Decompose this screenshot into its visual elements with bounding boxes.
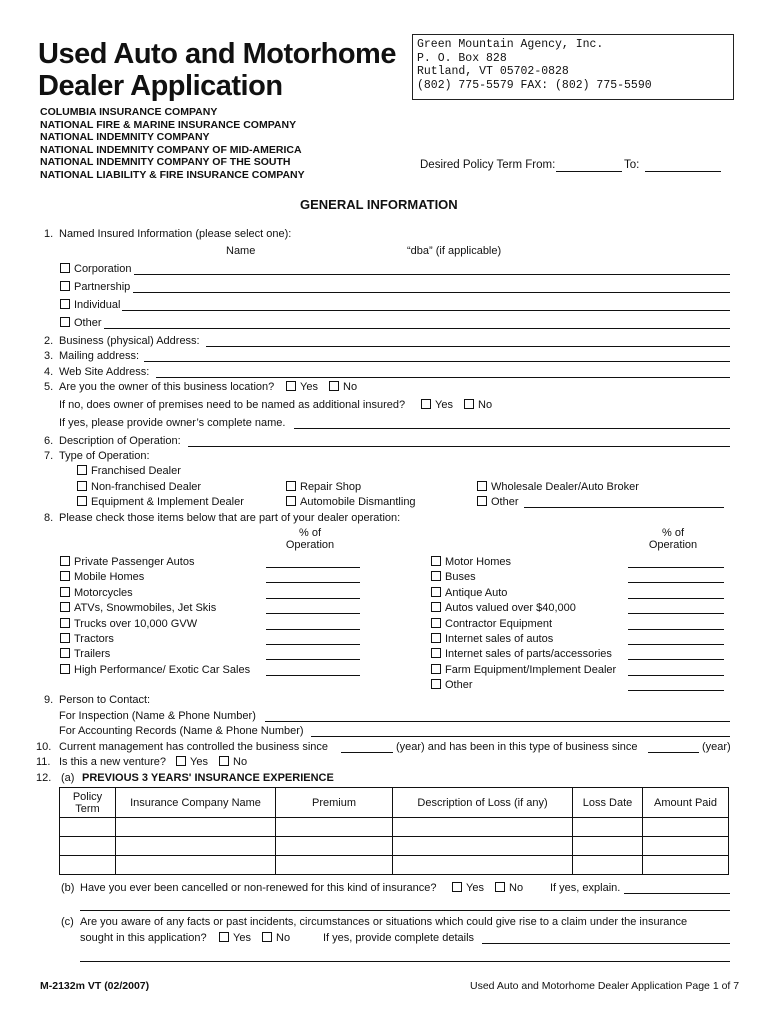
operation-other-option[interactable] [477,496,519,508]
q3-label: Mailing address: [59,350,140,362]
option-label: Repair Shop [300,481,362,493]
q5-additional-insured-label: If no, does owner of premises need to be named as additional insured? [59,399,406,411]
agency-line: Rutland, VT 05702-0828 [417,65,569,78]
table-cell[interactable] [393,856,573,875]
checkbox[interactable] [431,618,441,628]
q5-number: 5. [44,381,54,393]
q4-number: 4. [44,366,54,378]
pct-field[interactable] [266,644,360,645]
website-field[interactable] [156,377,730,378]
q12a-label: (a) [61,772,75,784]
q12c-text-line1: Are you aware of any facts or past incidents, circumstances or situations which could give rise to a claim under the insurance [80,916,688,928]
section-title: GENERAL INFORMATION [300,197,458,212]
checkbox[interactable] [431,556,441,566]
checkbox[interactable] [431,679,441,689]
pct-field[interactable] [628,629,724,630]
policy-term-from-field[interactable] [556,171,622,172]
table-cell[interactable] [116,818,276,837]
option-label: Other [491,496,519,508]
pct-field[interactable] [628,582,724,583]
q2-number: 2. [44,335,54,347]
q12c-text-line2: sought in this application? [80,932,207,944]
checkbox[interactable] [452,882,462,892]
table-cell[interactable] [116,856,276,875]
pct-field[interactable] [628,690,724,691]
franchised-dealer-option[interactable] [77,465,181,477]
option-label: Motor Homes [445,556,512,568]
business-since-year-field[interactable] [648,752,699,753]
q5-label: Are you the owner of this business location? [59,381,275,393]
column-header: Insurance Company Name [116,788,276,818]
checkbox[interactable] [60,556,70,566]
dealer-item-left[interactable] [60,618,197,630]
option-label: Motorcycles [74,587,133,599]
dealer-item-left[interactable] [60,587,133,599]
q1-name-column: Name [226,245,256,257]
q10-label-part2: (year) and has been in this type of business since [396,741,638,753]
checkbox[interactable] [60,648,70,658]
option-label: Farm Equipment/Implement Dealer [445,664,617,676]
dealer-item-left[interactable] [60,664,250,676]
q12a-title: PREVIOUS 3 YEARS' INSURANCE EXPERIENCE [82,772,334,784]
option-label: No [509,882,524,894]
table-cell[interactable] [60,856,116,875]
pct-field[interactable] [628,644,724,645]
table-row [60,856,729,875]
q2-label: Business (physical) Address: [59,335,200,347]
checkbox[interactable] [60,602,70,612]
checkbox[interactable] [60,281,70,291]
insurer-company: COLUMBIA INSURANCE COMPANY [40,106,218,118]
pct-field[interactable] [266,598,360,599]
business-address-field[interactable] [206,346,730,347]
option-label: Tractors [74,633,114,645]
cancellation-explain-field-2[interactable] [80,910,730,911]
option-label: Other [445,679,473,691]
table-cell[interactable] [60,818,116,837]
checkbox[interactable] [60,664,70,674]
option-label: No [233,756,248,768]
column-header: Description of Loss (if any) [393,788,573,818]
q4-label: Web Site Address: [59,366,150,378]
dealer-item-right[interactable] [431,618,552,630]
auto-dismantling-option[interactable] [286,496,416,508]
q12c-details-label: If yes, provide complete details [323,932,475,944]
insurance-experience-table [59,787,729,875]
checkbox[interactable] [60,263,70,273]
q9-label: Person to Contact: [59,694,151,706]
option-partnership[interactable] [60,281,130,293]
checkbox[interactable] [60,633,70,643]
pct-field[interactable] [266,675,360,676]
checkbox[interactable] [329,381,339,391]
table-cell[interactable] [276,818,393,837]
checkbox[interactable] [431,648,441,658]
table-cell[interactable] [116,837,276,856]
pct-header-right [633,527,713,551]
table-cell[interactable] [573,856,643,875]
other-name-field[interactable] [104,328,730,329]
claims-details-field[interactable] [482,943,730,944]
checkbox[interactable] [286,496,296,506]
q6-number: 6. [44,435,54,447]
option-corporation[interactable] [60,263,131,275]
checkbox[interactable] [60,618,70,628]
pct-field[interactable] [628,598,724,599]
form-title-line2: Dealer Application [38,70,283,102]
pct-header-line: % of [298,527,321,539]
non-franchised-dealer-option[interactable] [77,481,201,493]
checkbox[interactable] [431,571,441,581]
pct-field[interactable] [266,629,360,630]
option-label: Automobile Dismantling [300,496,416,508]
option-label: No [343,381,358,393]
column-header: Policy Term [60,788,116,818]
insurer-company: NATIONAL INDEMNITY COMPANY OF THE SOUTH [40,156,291,168]
policy-term-from-label: Desired Policy Term From: [420,159,556,171]
dealer-item-left[interactable] [60,648,110,660]
dealer-item-right[interactable] [431,571,476,583]
dealer-item-right[interactable] [431,633,553,645]
q12c-yes-option[interactable] [219,932,251,944]
table-cell[interactable] [276,856,393,875]
checkbox[interactable] [477,496,487,506]
q5-owner-name-label: If yes, please provide owner’s complete name. [59,417,286,429]
checkbox[interactable] [77,481,87,491]
q9-number: 9. [44,694,54,706]
option-label: Mobile Homes [74,571,145,583]
table-header-row [60,788,729,818]
claims-details-field-2[interactable] [80,961,730,962]
option-label: Yes [466,882,484,894]
q12b-label: (b) [61,882,75,894]
table-cell[interactable] [643,837,729,856]
option-label: Autos valued over $40,000 [445,602,576,614]
form-title-line1: Used Auto and Motorhome [38,38,396,70]
wholesale-dealer-option[interactable] [477,481,639,493]
form-number: M-2132m VT (02/2007) [40,980,150,992]
dealer-item-right[interactable] [431,679,473,691]
q5-sub-no-option[interactable] [464,399,492,411]
repair-shop-option[interactable] [286,481,361,493]
q11-number: 11. [36,756,51,768]
pct-field[interactable] [266,567,360,568]
q1-number: 1. [44,228,54,240]
policy-term-to-field[interactable] [645,171,721,172]
mailing-address-field[interactable] [144,361,730,362]
checkbox[interactable] [431,633,441,643]
q8-number: 8. [44,512,54,524]
q10-label-part3: (year) [702,741,731,753]
option-label: Yes [300,381,318,393]
q12b-no-option[interactable] [495,882,523,894]
q8-label: Please check those items below that are part of your dealer operation: [59,512,401,524]
q6-label: Description of Operation: [59,435,181,447]
option-label: Internet sales of autos [445,633,554,645]
table-cell[interactable] [276,837,393,856]
agency-line: P. O. Box 828 [417,51,507,65]
checkbox[interactable] [262,932,272,942]
table-cell[interactable] [573,837,643,856]
option-individual[interactable] [60,299,120,311]
individual-name-field[interactable] [122,310,730,311]
column-header: Loss Date [573,788,643,818]
pct-field[interactable] [266,659,360,660]
table-cell[interactable] [393,818,573,837]
option-label: Antique Auto [445,587,508,599]
pct-header-line: Operation [285,539,335,551]
checkbox[interactable] [464,399,474,409]
checkbox[interactable] [286,381,296,391]
option-label: ATVs, Snowmobiles, Jet Skis [74,602,217,614]
insurer-company: NATIONAL FIRE & MARINE INSURANCE COMPANY [40,118,297,131]
q1-label: Named Insured Information (please select one): [59,228,292,240]
dealer-item-right[interactable] [431,602,576,614]
operation-other-field[interactable] [524,507,724,508]
pct-field[interactable] [628,613,724,614]
accounting-contact-label: For Accounting Records (Name & Phone Number) [59,725,304,737]
q5-yes-option[interactable] [286,381,318,393]
checkbox[interactable] [495,882,505,892]
dealer-item-left[interactable] [60,571,144,583]
checkbox[interactable] [60,571,70,581]
table-cell[interactable] [393,837,573,856]
option-label: Partnership [74,281,131,293]
option-label: Yes [190,756,208,768]
checkbox[interactable] [176,756,186,766]
checkbox[interactable] [60,317,70,327]
option-label: Non-franchised Dealer [91,481,202,493]
option-label: Internet sales of parts/accessories [445,648,612,660]
checkbox[interactable] [431,664,441,674]
q3-number: 3. [44,350,54,362]
q1-dba-column: “dba” (if applicable) [407,245,502,257]
insurer-company: NATIONAL INDEMNITY COMPANY [40,131,210,143]
policy-term-to-label: To: [624,159,640,171]
dealer-item-left[interactable] [60,633,114,645]
option-label: Trailers [74,648,111,660]
management-since-year-field[interactable] [341,752,393,753]
pct-header-line: Operation [648,539,698,551]
pct-header-left [270,527,350,551]
option-label: Equipment & Implement Dealer [91,496,244,508]
option-label: Wholesale Dealer/Auto Broker [491,481,639,493]
dealer-item-right[interactable] [431,664,616,676]
dealer-item-left[interactable] [60,602,216,614]
table-cell[interactable] [573,818,643,837]
insurer-company: NATIONAL INDEMNITY COMPANY OF MID-AMERICA [40,143,302,156]
partnership-name-field[interactable] [133,292,730,293]
description-of-operation-field[interactable] [188,446,730,447]
page-label: Used Auto and Motorhome Dealer Application Page 1 of 7 [470,980,740,992]
pct-field[interactable] [628,567,724,568]
dealer-item-right[interactable] [431,587,507,599]
checkbox[interactable] [60,299,70,309]
q12b-yes-option[interactable] [452,882,484,894]
pct-field[interactable] [628,659,724,660]
q5-sub-yes-option[interactable] [421,399,453,411]
table-cell[interactable] [643,818,729,837]
q11-no-option[interactable] [219,756,247,768]
checkbox[interactable] [77,465,87,475]
checkbox[interactable] [431,587,441,597]
q12c-label: (c) [61,916,74,928]
agency-line: Green Mountain Agency, Inc. [417,38,604,51]
option-label: Individual [74,299,121,311]
insurer-company-list [40,106,305,181]
option-label: Other [74,317,102,329]
option-label: Yes [233,932,251,944]
dealer-item-left[interactable] [60,556,194,568]
option-label: Yes [435,399,453,411]
pct-field[interactable] [266,582,360,583]
checkbox[interactable] [77,496,87,506]
accounting-contact-field[interactable] [311,736,730,737]
inspection-contact-field[interactable] [265,721,730,722]
pct-field[interactable] [628,675,724,676]
checkbox[interactable] [431,602,441,612]
table-cell[interactable] [60,837,116,856]
q11-label: Is this a new venture? [59,756,167,768]
owner-name-field[interactable] [294,428,730,429]
checkbox[interactable] [219,756,229,766]
checkbox[interactable] [60,587,70,597]
pct-header-line: % of [661,527,684,539]
option-label: Trucks over 10,000 GVW [74,618,198,630]
corporation-name-field[interactable] [134,274,730,275]
option-label: No [276,932,291,944]
q12-number: 12. [36,772,52,784]
option-other[interactable] [60,317,102,329]
checkbox[interactable] [219,932,229,942]
column-header: Amount Paid [643,788,729,818]
inspection-contact-label: For Inspection (Name & Phone Number) [59,710,256,722]
table-cell[interactable] [643,856,729,875]
checkbox[interactable] [286,481,296,491]
option-label: Private Passenger Autos [74,556,195,568]
pct-field[interactable] [266,613,360,614]
option-label: No [478,399,493,411]
dealer-item-right[interactable] [431,556,511,568]
option-label: Corporation [74,263,132,275]
table-row [60,818,729,837]
column-header: Premium [276,788,393,818]
option-label: Contractor Equipment [445,618,552,630]
agency-line: (802) 775-5579 FAX: (802) 775-5590 [417,78,652,92]
insurer-company: NATIONAL LIABILITY & FIRE INSURANCE COMPANY [40,168,305,181]
agency-box [412,34,734,100]
q5-no-option[interactable] [329,381,357,393]
q10-label-part1: Current management has controlled the business since [59,741,329,753]
option-label: Franchised Dealer [91,465,181,477]
equipment-dealer-option[interactable] [77,496,244,508]
q12c-no-option[interactable] [262,932,290,944]
checkbox[interactable] [421,399,431,409]
q10-number: 10. [36,741,52,753]
dealer-item-right[interactable] [431,648,612,660]
option-label: Buses [445,571,476,583]
q7-number: 7. [44,450,54,462]
checkbox[interactable] [477,481,487,491]
table-row [60,837,729,856]
q11-yes-option[interactable] [176,756,208,768]
cancellation-explain-field[interactable] [624,893,730,894]
option-label: High Performance/ Exotic Car Sales [74,664,251,676]
q12b-explain-label: If yes, explain. [550,882,621,894]
q7-label: Type of Operation: [59,450,150,462]
q12b-text: Have you ever been cancelled or non-renewed for this kind of insurance? [80,882,437,894]
